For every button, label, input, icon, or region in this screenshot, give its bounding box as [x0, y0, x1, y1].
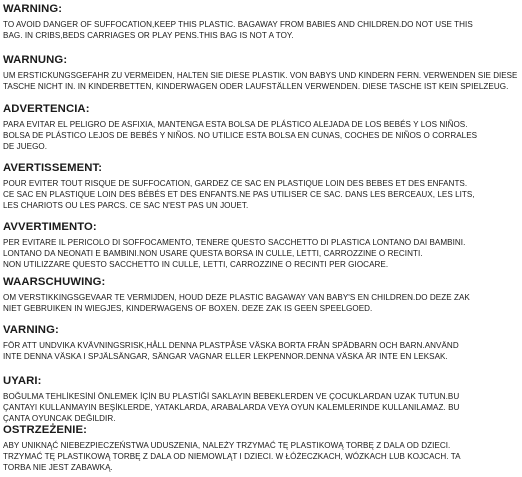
section-heading: UYARI: — [3, 375, 42, 387]
warning-section-spanish — [3, 102, 519, 161]
body-line: ABY UNIKNĄĆ NIEBEZPIECZEŃSTWA UDUSZENIA, NALEŻY TRZYMAĆ TĘ PLASTIKOWĄ TORBĘ Z DALA OD DZIECI. — [3, 441, 451, 450]
section-heading: AVVERTIMENTO: — [3, 221, 97, 233]
body-line: NON UTILIZZARE QUESTO SACCHETTO IN CULLE, LETTI, CARROZZINE O RECINTI PER GIOCARE. — [3, 260, 389, 269]
body-line: DE JUEGO. — [3, 142, 48, 151]
body-line: BOLSA DE PLÁSTICO LEJOS DE BEBÉS Y NIÑOS. NO UTILICE ESTA BOLSA EN CUNAS, COCHES DE NIÑOS O CORRALES — [3, 131, 478, 140]
section-body — [3, 19, 519, 41]
warning-section-swedish — [3, 323, 519, 374]
body-line: ÇANTAYI KULLANMAYIN BEŞİKLERDE, YATAKLARDA, ARABALARDA VEYA OYUN KALEMLERINDE KULLANILAMAZ. BU — [3, 403, 460, 412]
body-line: PARA EVITAR EL PELIGRO DE ASFIXIA, MANTENGA ESTA BOLSA DE PLÁSTICO ALEJADA DE LOS BEBÉS Y LOS NIÑOS. — [3, 120, 468, 129]
section-heading: WARNUNG: — [3, 54, 68, 66]
section-body — [3, 70, 519, 92]
section-body — [3, 391, 519, 424]
body-line: ÇANTA OYUNCAK DEĞILDIR. — [3, 414, 116, 423]
warning-document — [3, 2, 519, 477]
body-line: FÖR ATT UNDVIKA KVÄVNINGSRISK,HÅLL DENNA PLASTPÅSE VÄSKA BORTA FRÅN SPÄDBARN OCH BARN.ANVÄND — [3, 341, 459, 350]
warning-section-italian — [3, 220, 519, 275]
warning-section-english — [3, 2, 519, 53]
body-line: BOĞULMA TEHLİKESİNİ ÖNLEMEK İÇİN BU PLASTİĞİ SAKLAYIN BEBEKLERDEN VE ÇOCUKLARDAN UZAK TUTUN.BU — [3, 392, 460, 401]
section-body — [3, 292, 519, 314]
section-heading: VARNING: — [3, 324, 59, 336]
body-line: CE SAC EN PLASTIQUE LOIN DES BÉBÉS ET DES ENFANTS.NE PAS UTILISER CE SAC. DANS LES BERCEAUX, LES LITS, — [3, 190, 475, 199]
body-line: LONTANO DA NEONATI E BAMBINI.NON USARE QUESTA BORSA IN CULLE, LETTI, CARROZZINE O RECINTI. — [3, 249, 423, 258]
warning-section-german — [3, 53, 519, 102]
section-body — [3, 340, 519, 362]
section-heading: WAARSCHUWING: — [3, 276, 106, 288]
body-line: INTE DENNA VÄSKA I SPJÄLSÄNGAR, SÄNGAR VAGNAR ELLER LEKPENNOR.DENNA VÄSKA ÄR INTE EN LEKSAK. — [3, 352, 448, 361]
body-line: BAG. IN CRIBS,BEDS CARRIAGES OR PLAY PENS.THIS BAG IS NOT A TOY. — [3, 31, 294, 40]
section-heading: AVERTISSEMENT: — [3, 162, 103, 174]
body-line: TORBA NIE JEST ZABAWKĄ. — [3, 463, 113, 472]
section-heading: WARNING: — [3, 3, 63, 15]
section-body — [3, 237, 519, 270]
section-body — [3, 440, 519, 473]
warning-section-turkish — [3, 374, 519, 423]
body-line: LES CHARIOTS OU LES PARCS. CE SAC N'EST PAS UN JOUET. — [3, 201, 249, 210]
section-heading: ADVERTENCIA: — [3, 103, 90, 115]
body-line: PER EVITARE IL PERICOLO DI SOFFOCAMENTO, TENERE QUESTO SACCHETTO DI PLASTICA LONTANO DAI BAMBINI. — [3, 238, 466, 247]
section-heading: OSTRZEŻENIE: — [3, 424, 88, 436]
body-line: TO AVOID DANGER OF SUFFOCATION,KEEP THIS PLASTIC. BAGAWAY FROM BABIES AND CHILDREN.DO NOT USE THIS — [3, 20, 473, 29]
body-line: NIET GEBRUIKEN IN WIEGJES, KINDERWAGENS OF BOXEN. DEZE ZAK IS GEEN SPEELGOED. — [3, 304, 373, 313]
warning-section-french — [3, 161, 519, 220]
body-line: TRZYMAĆ TĘ PLASTIKOWĄ TORBĘ Z DALA OD NIEMOWLĄT I DZIECI. W ŁÓŻECZKACH, WÓZKACH LUB KOJCACH. TA — [3, 452, 461, 461]
section-body — [3, 119, 519, 152]
body-line: UM ERSTICKUNGSGEFAHR ZU VERMEIDEN, HALTEN SIE DIESE PLASTIK. VON BABYS UND KINDERN FERN. VERWENDEN SIE DIESE — [3, 71, 518, 80]
section-body — [3, 178, 519, 211]
body-line: OM VERSTIKKINGSGEVAAR TE VERMIJDEN, HOUD DEZE PLASTIC BAGAWAY VAN BABY'S EN CHILDREN.DO DEZE ZAK — [3, 293, 470, 302]
warning-section-polish — [3, 423, 519, 477]
warning-section-dutch — [3, 275, 519, 323]
body-line: POUR EVITER TOUT RISQUE DE SUFFOCATION, GARDEZ CE SAC EN PLASTIQUE LOIN DES BEBES ET DES ENFANTS. — [3, 179, 468, 188]
body-line: TASCHE NICHT IN. IN KINDERBETTEN, KINDERWAGEN ODER LAUFSTÄLLEN VERWENDEN. DIESE TASCHE IST KEIN SPIELZEUG. — [3, 82, 509, 91]
